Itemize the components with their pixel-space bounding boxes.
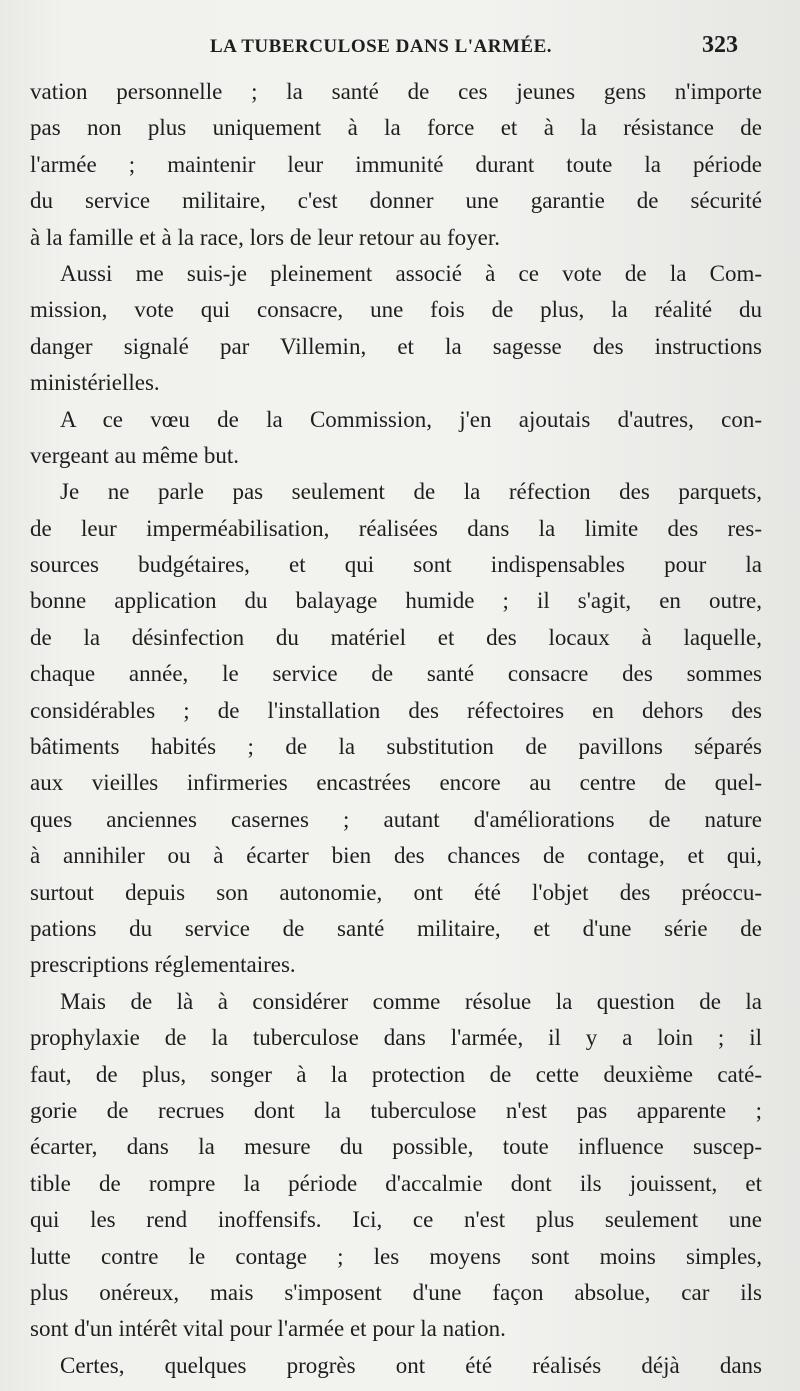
text-line: prophylaxie de la tuberculose dans l'armée, il y a loin ; il (30, 1025, 762, 1051)
text-line: considérables ; de l'installation des réfectoires en dehors des (30, 697, 762, 723)
text-line: surtout depuis son autonomie, ont été l'objet des préoccu- (30, 879, 762, 905)
text-line: tible de rompre la période d'accalmie dont ils jouissent, et (30, 1170, 762, 1196)
text-line: à la famille et à la race, lors de leur retour au foyer. (30, 224, 500, 250)
text-line: sources budgétaires, et qui sont indispensables pour la (30, 552, 762, 578)
text-line: ministérielles. (30, 370, 160, 396)
text-line: aux vieilles infirmeries encastrées encore au centre de quel- (30, 770, 762, 796)
text-line: à annihiler ou à écarter bien des chances de contage, et qui, (30, 843, 762, 869)
text-line: mission, vote qui consacre, une fois de plus, la réalité du (30, 297, 762, 323)
text-line: danger signalé par Villemin, et la sagesse des instructions (30, 333, 762, 359)
text-line: A ce vœu de la Commission, j'en ajoutais d'autres, con- (60, 406, 762, 432)
text-line: gorie de recrues dont la tuberculose n'est pas apparente ; (30, 1097, 762, 1123)
text-line: bâtiments habités ; de la substitution de pavillons séparés (30, 734, 762, 760)
text-line: prescriptions réglementaires. (30, 952, 296, 978)
text-line: vergeant au même but. (30, 442, 240, 468)
text-line: de leur imperméabilisation, réalisées dans la limite des res- (30, 515, 762, 541)
text-line: écarter, dans la mesure du possible, toute influence suscep- (30, 1134, 762, 1160)
text-line: Aussi me suis-je pleinement associé à ce vote de la Com- (60, 260, 762, 286)
text-line: Mais de là à considérer comme résolue la question de la (60, 988, 762, 1014)
text-line: chaque année, le service de santé consacre des sommes (30, 661, 762, 687)
text-line: vation personnelle ; la santé de ces jeunes gens n'importe (30, 79, 762, 104)
text-line: l'armée ; maintenir leur immunité durant toute la période (30, 151, 762, 177)
text-line: ques anciennes casernes ; autant d'améliorations de nature (30, 806, 762, 832)
text-line: plus onéreux, mais s'imposent d'une façon absolue, car ils (30, 1279, 762, 1305)
running-head (0, 32, 800, 66)
text-line: pas non plus uniquement à la force et à la résistance de (30, 115, 762, 141)
text-line: du service militaire, c'est donner une garantie de sécurité (30, 188, 762, 214)
text-line: sont d'un intérêt vital pour l'armée et pour la nation. (30, 1316, 506, 1342)
text-line: lutte contre le contage ; les moyens sont moins simples, (30, 1243, 762, 1269)
text-line: bonne application du balayage humide ; il s'agit, en outre, (30, 588, 762, 614)
text-line: qui les rend inoffensifs. Ici, ce n'est plus seulement une (30, 1207, 762, 1233)
text-line: pations du service de santé militaire, et d'une série de (30, 915, 762, 941)
page-number: 323 (702, 32, 738, 58)
text-line: Certes, quelques progrès ont été réalisés déjà dans (60, 1352, 762, 1378)
text-line: Je ne parle pas seulement de la réfection des parquets, (60, 479, 762, 505)
text-line: de la désinfection du matériel et des locaux à laquelle, (30, 624, 762, 650)
running-title: LA TUBERCULOSE DANS L'ARMÉE. (210, 36, 553, 57)
text-line: faut, de plus, songer à la protection de cette deuxième caté- (30, 1061, 762, 1087)
body-text (30, 74, 762, 1384)
